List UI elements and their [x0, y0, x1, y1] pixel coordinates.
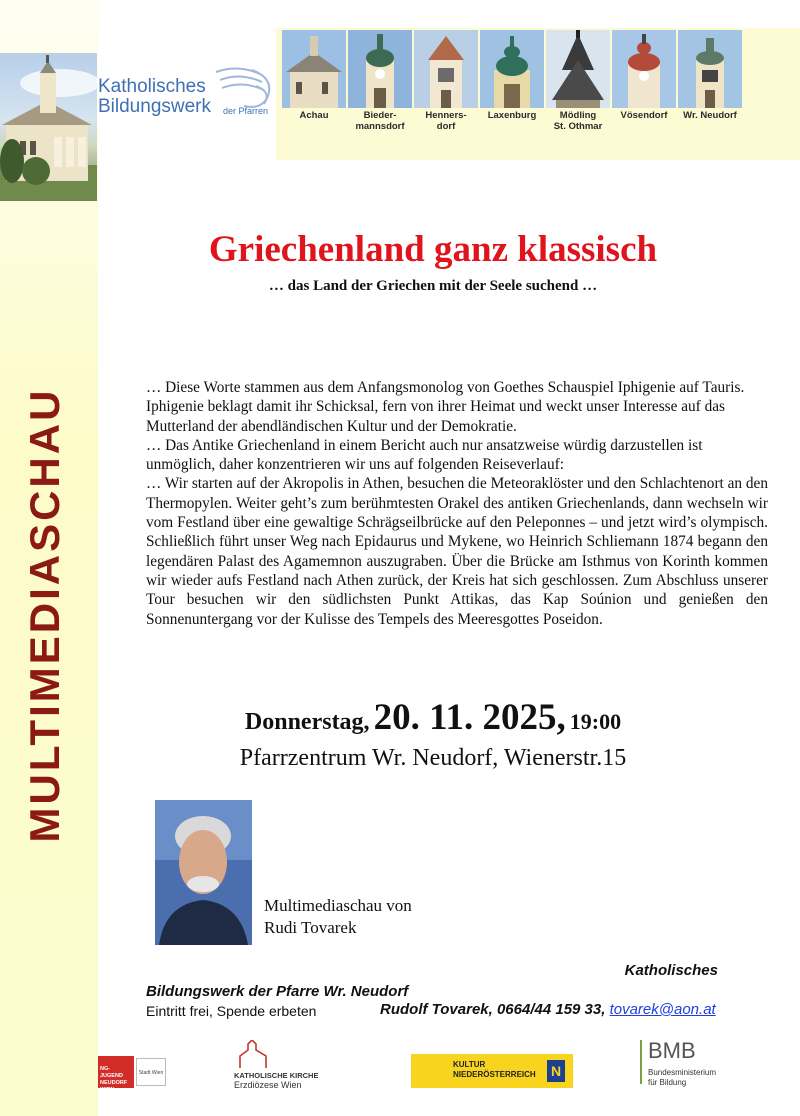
church-image-wr-neudorf — [678, 30, 742, 108]
bmb-logo — [640, 1040, 770, 1096]
church-image-achau — [282, 30, 346, 108]
parish-label-achau: Achau — [299, 110, 329, 121]
jugend-logo: NG-JUGEND NEUDORF WIEN — [98, 1056, 134, 1088]
logo-suffix: der Pfarren — [223, 106, 269, 116]
event-subtitle: … das Land der Griechen mit der Seele suchend … — [268, 278, 598, 294]
bmb-bar — [640, 1040, 642, 1084]
church-image-moedling — [546, 30, 610, 108]
kultur-badge: N — [547, 1060, 565, 1082]
parish-label-voesendorf: Vösendorf — [620, 110, 668, 121]
vertical-title: MULTIMEDIASCHAU — [21, 387, 68, 843]
bmb-line-2: für Bildung — [648, 1078, 687, 1087]
event-day: Donnerstag, — [244, 709, 370, 735]
church-image-laxenburg — [480, 30, 544, 108]
description-paragraph-3: … Wir starten auf der Akropolis in Athen, besuchen die Meteoraklöster und den Schlachtenort an den Thermopylen. Weiter geht’s zum berühmtesten Orakel des antiken Griechenlands, dann wechseln wir vom Festland über eine gewaltige Schrägseilbrücke auf den Peleponnes – und jetzt wird’s olympisch. Schließlich führt unser Weg nach Epidaurus und Mykene, wo Heinrich Schliemann 1874 begann den legendären Palast des Agamemnon auszugraben. Über die Brücke am Isthmus von Korinth kommen wir wieder aufs Festland nach Athen zurück, der Kreis hat sich geschlossen. Zum Abschluss unserer Tour besuchen wir den südlichsten Punkt Attikas, das Kap Soúnion und genießen den Sonnenuntergang vor der Kulisse des Tempels des Meeresgottes Poseidon. — [146, 475, 768, 628]
speaker-credit-line-1: Multimediaschau von — [264, 896, 412, 915]
bmb-line-1: Bundesministerium — [648, 1068, 717, 1077]
kultur-line-1: KULTUR — [453, 1060, 486, 1069]
kultur-noe-logo — [411, 1054, 573, 1088]
parish-label-biedermannsdorf: Bieder- mannsdorf — [355, 110, 405, 132]
church-image-voesendorf — [612, 30, 676, 108]
kirche-line-2: Erzdiözese Wien — [234, 1080, 302, 1090]
description-paragraph-2: … Das Antike Griechenland in einem Bericht auch nur ansatzweise würdig darzustellen ist unmöglich, daher konzentrieren wir uns auf folgenden Reiseverlauf: — [146, 436, 703, 474]
parish-label-hennersdorf: Henners- dorf — [425, 110, 467, 132]
event-date-line — [98, 696, 768, 739]
parish-label-moedling: Mödling St. Othmar — [553, 110, 603, 132]
contact-email-link[interactable]: tovarek@aon.at — [609, 1001, 716, 1018]
sidebar — [0, 0, 98, 1116]
bmb-short: BMB — [648, 1038, 696, 1063]
church-outline-icon — [238, 1040, 272, 1070]
speaker-name: Rudi Tovarek — [264, 918, 357, 937]
organizer-line-1: Katholisches — [624, 962, 718, 979]
parish-church-strip — [276, 28, 800, 160]
kirche-line-1: KATHOLISCHE KIRCHE — [234, 1071, 319, 1080]
church-image-biedermannsdorf — [348, 30, 412, 108]
katholische-kirche-logo — [232, 1040, 342, 1092]
event-date: 20. 11. 2025, — [373, 697, 566, 738]
parish-label-wr-neudorf: Wr. Neudorf — [683, 110, 737, 121]
event-title: Griechenland ganz klassisch — [208, 229, 658, 270]
organizer-line-2: Bildungswerk der Pfarre Wr. Neudorf — [146, 983, 409, 1000]
contact-text: Rudolf Tovarek, 0664/44 159 33, — [380, 1001, 610, 1018]
church-image-hennersdorf — [414, 30, 478, 108]
church-photo — [0, 53, 97, 201]
kbw-logo — [98, 66, 278, 126]
kultur-line-2: NIEDERÖSTERREICH — [453, 1070, 536, 1079]
parish-label-laxenburg: Laxenburg — [487, 110, 537, 121]
description-paragraph-1: … Diese Worte stammen aus dem Anfangsmonolog von Goethes Schauspiel Iphigenie auf Tauris. Iphigenie beklagt damit ihr Schicksal, fern von ihrer Heimat und weckt unser Interesse auf das Mutterland der abendländischen Kultur und der Demokratie. — [146, 379, 745, 435]
speaker-credit — [264, 895, 412, 939]
entry-note: Eintritt frei, Spende erbeten — [146, 1003, 317, 1019]
contact-info — [380, 1001, 716, 1018]
speaker-portrait — [155, 800, 252, 945]
event-venue: Pfarrzentrum Wr. Neudorf, Wienerstr.15 — [239, 745, 627, 771]
logo-line-1: Katholisches — [98, 76, 206, 97]
stadt-wien-logo: Stadt Wien — [136, 1058, 166, 1086]
event-description — [146, 378, 768, 629]
event-time: 19:00 — [569, 709, 622, 734]
logo-line-2: Bildungswerk — [98, 96, 211, 117]
